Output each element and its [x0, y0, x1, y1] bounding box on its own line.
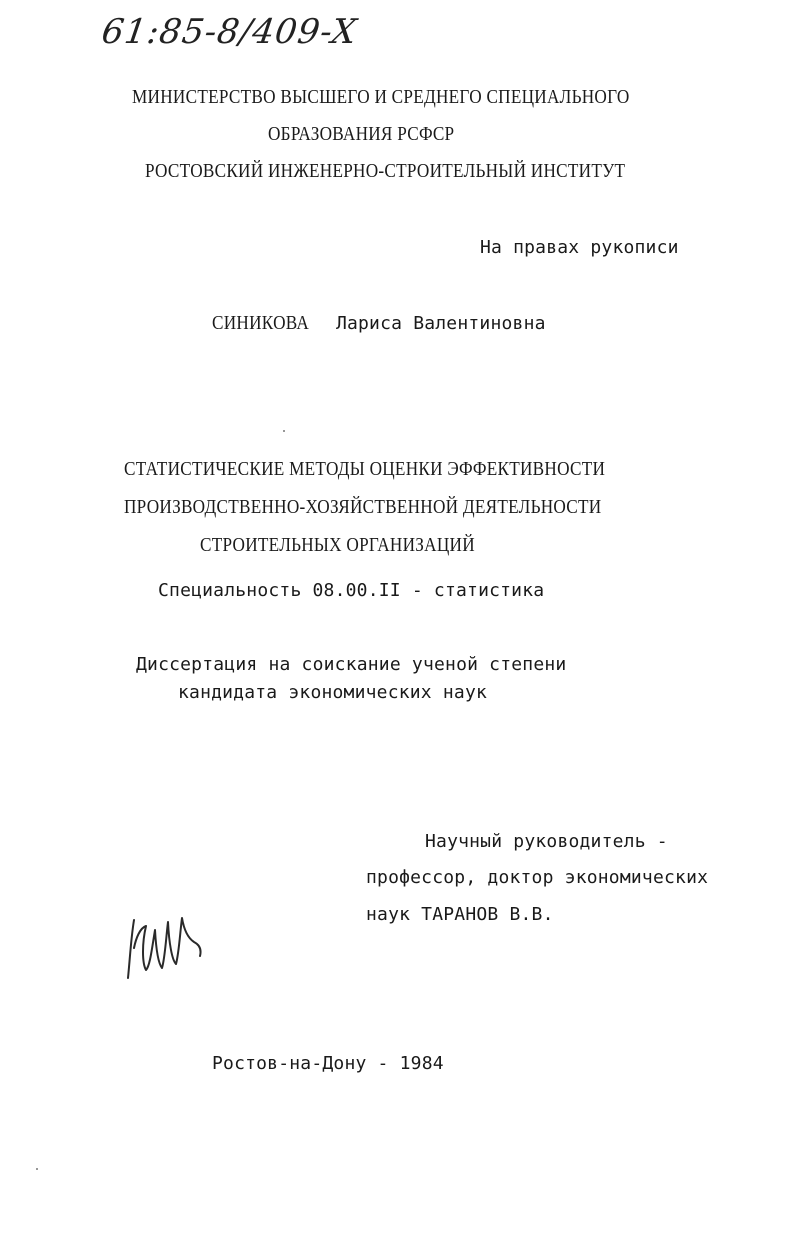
supervisor-line-2: профессор, доктор экономических [366, 867, 709, 888]
dissertation-line-2: кандидата экономических наук [178, 682, 488, 703]
scan-speck [283, 430, 285, 432]
ministry-line-1: МИНИСТЕРСТВО ВЫСШЕГО И СРЕДНЕГО СПЕЦИАЛЬНОГО [132, 86, 630, 108]
rights-note: На правах рукописи [480, 237, 679, 258]
dissertation-line-1: Диссертация на соискание ученой степени [136, 654, 567, 675]
author-name [212, 311, 546, 336]
author-given-names: Лариса Валентиновна [335, 313, 546, 334]
ministry-line-2: ОБРАЗОВАНИЯ РСФСР [268, 123, 455, 145]
title-line-1: СТАТИСТИЧЕСКИЕ МЕТОДЫ ОЦЕНКИ ЭФФЕКТИВНОСТИ [124, 458, 606, 480]
title-line-3: СТРОИТЕЛЬНЫХ ОРГАНИЗАЦИЙ [200, 534, 475, 556]
author-surname: СИНИКОВА [212, 312, 310, 334]
place-and-year: Ростов-на-Дону - 1984 [212, 1053, 444, 1074]
scan-speck [36, 1168, 38, 1170]
handwritten-signature [122, 908, 212, 988]
institute-name: РОСТОВСКИЙ ИНЖЕНЕРНО-СТРОИТЕЛЬНЫЙ ИНСТИТУТ [145, 160, 626, 182]
title-line-2: ПРОИЗВОДСТВЕННО-ХОЗЯЙСТВЕННОЙ ДЕЯТЕЛЬНОСТИ [124, 496, 602, 518]
supervisor-line-1: Научный руководитель - [425, 831, 668, 852]
specialty: Специальность 08.00.II - статистика [158, 580, 545, 601]
supervisor-line-3: наук ТАРАНОВ В.В. [366, 904, 554, 925]
archive-code-handwritten: 61:85-8/409-X [99, 12, 360, 52]
